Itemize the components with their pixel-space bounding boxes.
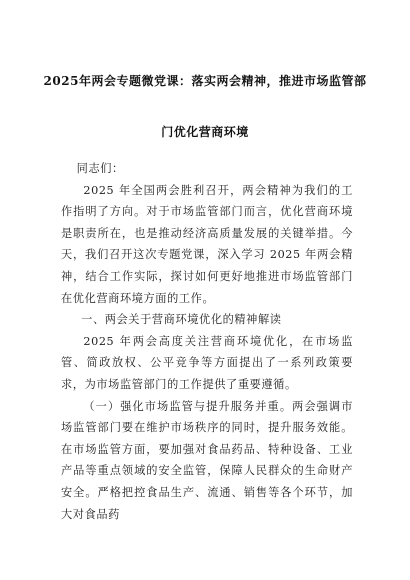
section-1-paragraph: 2025 年两会高度关注营商环境优化，在市场监管、简政放权、公平竞争等方面提出了一系列政策要求，为市场监管部门的工作提供了重要遵循。 <box>61 334 353 391</box>
document-body <box>61 158 353 525</box>
greeting-paragraph: 同志们： <box>76 162 124 175</box>
section-heading-1: 一、两会关于营商环境优化的精神解读 <box>81 313 282 327</box>
intro-paragraph: 2025 年全国两会胜利召开，两会精神为我们的工作指明了方向。对于市场监管部门而言，优化营商环境是职责所在，也是推动经济高质量发展的关键举措。今天，我们召开这次专题党课，深入学习 2025 年两会精神，结合工作实际，探讨如何更好地推进市场监管部门在优化营商环境方面的工作。 <box>61 183 353 305</box>
document-title-line-2: 门优化营商环境 <box>161 125 249 139</box>
document-title-line-1: 2025年两会专题微党课：落实两会精神，推进市场监管部 <box>43 74 367 88</box>
subsection-1-paragraph: （一）强化市场监管与提升服务并重。两会强调市场监管部门要在维护市场秩序的同时，提升服务效能。在市场监管方面，要加强对食品药品、特种设备、工业产品等重点领域的安全监管，保障人民群众的生命财产安全。严格把控食品生产、流通、销售等各个环节，加大对食品药 <box>61 399 353 521</box>
